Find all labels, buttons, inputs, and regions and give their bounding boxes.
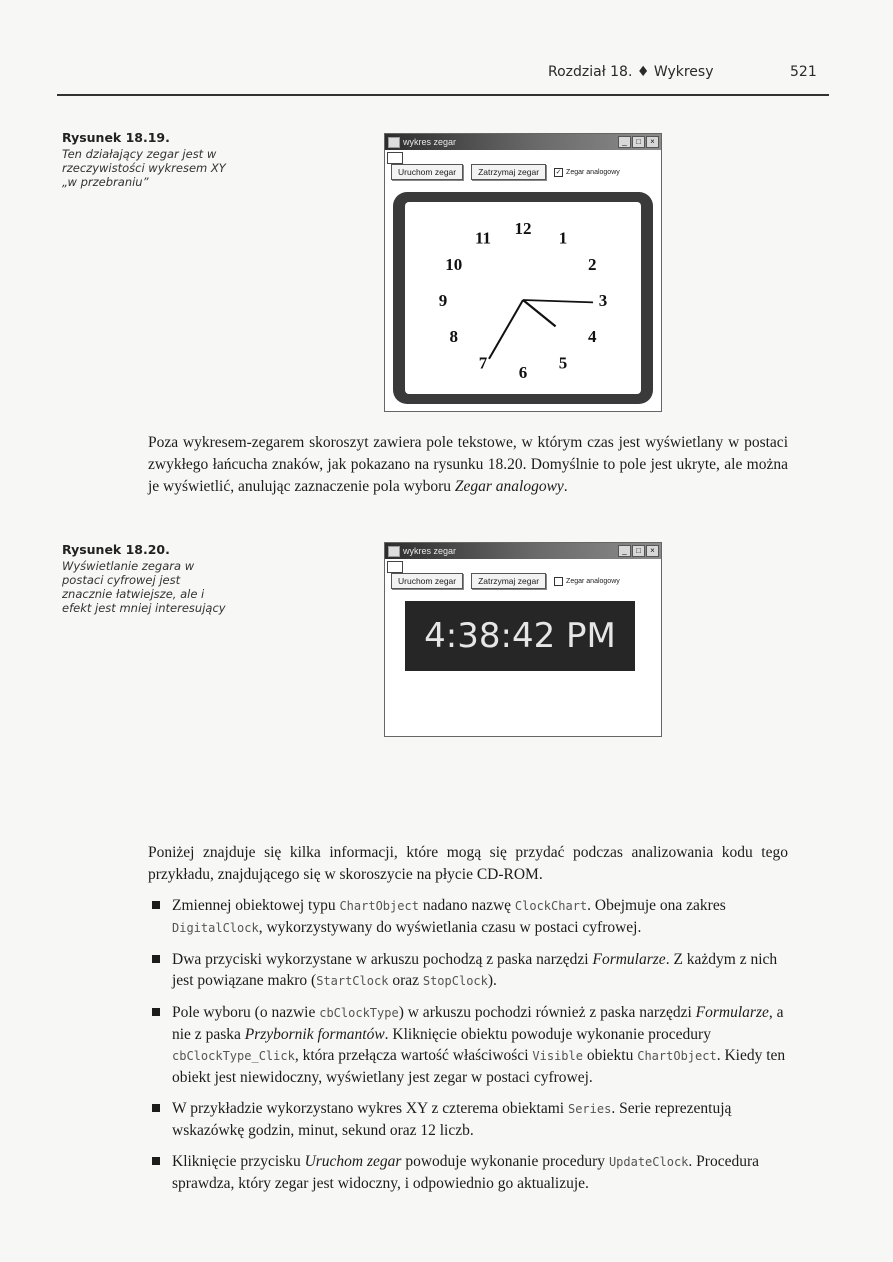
bullet-item [148,1002,788,1088]
clock-number: 6 [518,363,528,382]
window-title: wykres zegar [403,546,457,556]
clock-controls [391,164,620,180]
figure-caption-18-20 [62,542,232,615]
analog-clock-checkbox[interactable] [554,577,620,586]
body-paragraph-1 [148,432,788,498]
bullet-text: , wykorzystywany do wyświetlania czasu w postaci cyfrowej. [258,919,642,936]
checkbox-checked-icon[interactable]: ✓ [555,168,562,176]
bullet-text: . Serie reprezentują wskazówkę godzin, minut, sekund oraz 12 liczb. [172,1100,732,1139]
code-term: StopClock [422,974,488,988]
bullet-square-icon [152,1008,160,1016]
clock-controls [391,573,620,589]
bullet-text: . Obejmuje ona zakres [587,897,726,914]
bullet-text: Dwa przyciski wykorzystane w arkuszu pochodzą z paska narzędzi [172,951,593,968]
code-term: ChartObject [637,1049,717,1063]
bullet-text: oraz [388,972,423,989]
bullet-text: , która przełącza wartość właściwości [294,1047,533,1064]
bullet-square-icon [152,1104,160,1112]
window-title-bar [385,134,661,150]
digital-clock-window [384,542,662,737]
bullet-text: . Kiedy ten obiekt jest niewidoczny, wyświetlany jest zegar w postaci cyfrowej. [172,1047,786,1086]
analog-clock-chart [393,192,653,404]
bullet-text: powoduje wykonanie procedury [401,1153,609,1170]
stop-clock-button[interactable]: Zatrzymaj zegar [471,164,546,180]
clock-number: 5 [558,353,568,373]
bullet-text: ) w arkuszu pochodzi również z paska narzędzi [398,1004,696,1021]
running-header: Rozdział 18. ♦ Wykresy [548,64,714,80]
bullet-text: . Procedura sprawdza, który zegar jest widoczny, i odpowiednio go aktualizuje. [172,1153,760,1192]
code-term: DigitalClock [172,921,259,935]
digital-clock-display: 4:38:42 PM [405,601,635,671]
bullet-text: . Z każdym z nich jest powiązane makro ( [172,951,778,989]
italic-term: Uruchom zegar [304,1153,402,1170]
minimize-icon[interactable]: _ [618,136,631,148]
clock-number: 9 [438,291,448,310]
code-term: ChartObject [339,899,419,913]
bullet-text: ). [487,972,497,989]
minimize-icon[interactable]: _ [618,545,631,557]
bullet-text: Kliknięcie przycisku [172,1153,305,1170]
window-controls [618,545,659,557]
bullet-item [148,1098,788,1141]
bullet-item [148,1151,788,1194]
bullet-text: . Kliknięcie obiektu powoduje wykonanie procedury [384,1026,711,1043]
stop-clock-button[interactable]: Zatrzymaj zegar [471,573,546,589]
figure-title: Rysunek 18.20. [62,542,170,557]
bullet-text: nadano nazwę [418,897,515,914]
analog-clock-window [384,133,662,412]
figure-caption-text: Ten działający zegar jest w rzeczywistości wykresem XY „w przebraniu” [62,147,226,189]
code-term: ClockChart [514,899,588,913]
maximize-icon[interactable]: □ [632,136,645,148]
bullet-text: Zmiennej obiektowej typu [172,897,340,914]
code-term: cbClockType [319,1006,399,1020]
bullet-text: , a nie z paska [172,1004,784,1043]
analog-clock-checkbox[interactable] [554,168,620,177]
selected-cell[interactable] [387,152,403,164]
italic-term: Formularze [695,1004,769,1021]
bullet-text: W przykładzie wykorzystano wykres XY z czterema obiektami [172,1100,568,1117]
bullet-text: Pole wyboru (o nazwie [172,1004,320,1021]
clock-number: 1 [558,228,568,248]
bullet-square-icon [152,901,160,909]
page-number: 521 [790,64,817,80]
start-clock-button[interactable]: Uruchom zegar [391,573,463,589]
italic-term: Formularze [592,951,666,968]
code-term: UpdateClock [608,1155,689,1169]
close-icon[interactable]: × [646,545,659,557]
checkbox-label: Zegar analogowy [566,577,620,585]
app-icon [388,137,400,148]
bullet-list [148,895,788,1204]
clock-number: 2 [588,255,597,274]
paragraph-period: . [563,478,568,495]
window-controls [618,136,659,148]
italic-term: Przybornik formantów [244,1026,385,1043]
code-term: Series [567,1102,612,1116]
clock-number: 8 [449,327,458,346]
paragraph-italic-term: Zegar analogowy [454,478,564,495]
code-term: StartClock [316,974,389,988]
close-icon[interactable]: × [646,136,659,148]
clock-number: 11 [474,228,492,248]
bullet-square-icon [152,1157,160,1165]
clock-number: 3 [598,291,608,310]
start-clock-button[interactable]: Uruchom zegar [391,164,463,180]
clock-number: 7 [478,353,488,373]
header-rule [57,94,829,96]
bullet-item [148,949,788,992]
bullet-square-icon [152,955,160,963]
code-term: cbClockType_Click [172,1049,295,1063]
clock-number: 10 [445,255,463,274]
window-title: wykres zegar [403,137,457,147]
paragraph-text: Poza wykresem-zegarem skoroszyt zawiera pole tekstowe, w którym czas jest wyświetlany w postaci zwykłego łańcucha znaków, jak pokazano na rysunku 18.20. Domyślnie to pole jest ukryte, ale można je wyświetlić, anulując zaznaczenie pola wyboru [148,434,788,495]
app-icon [388,546,400,557]
figure-caption-18-19 [62,130,232,189]
body-paragraph-2: Poniżej znajduje się kilka informacji, które mogą się przydać podczas analizowania kodu tego przykładu, znajdującego się w skoroszycie na płycie CD-ROM. [148,844,788,883]
bullet-item [148,895,788,939]
bullet-text: obiektu [582,1047,638,1064]
checkbox-label: Zegar analogowy [566,168,620,176]
checkbox-unchecked-icon[interactable] [554,577,563,586]
figure-title: Rysunek 18.19. [62,130,170,145]
maximize-icon[interactable]: □ [632,545,645,557]
selected-cell[interactable] [387,561,403,573]
code-term: Visible [532,1049,583,1063]
clock-number: 4 [588,327,597,346]
figure-caption-text: Wyświetlanie zegara w postaci cyfrowej jest znacznie łatwiejsze, ale i efekt jest mniej interesujący [62,559,226,615]
window-title-bar [385,543,661,559]
clock-number: 12 [514,219,532,238]
